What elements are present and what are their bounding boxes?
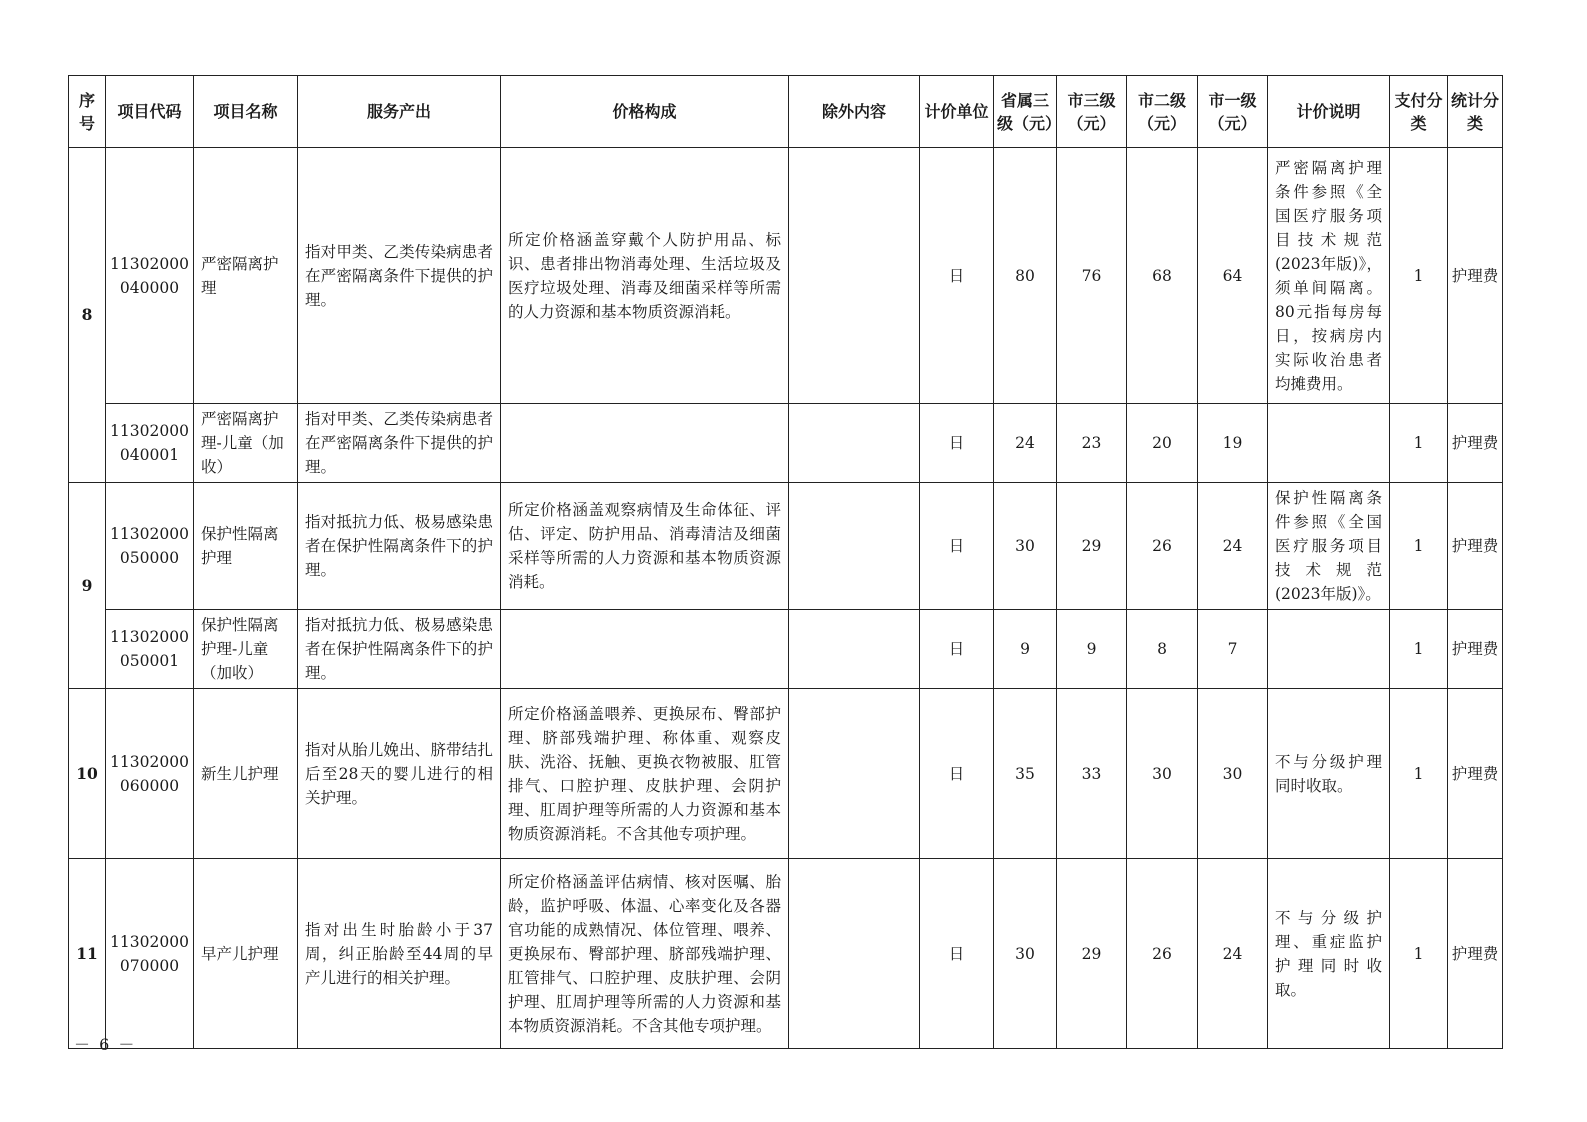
row-p2: 33 [1057, 689, 1127, 859]
header-seq: 序号 [69, 76, 106, 148]
price-table [68, 75, 1503, 1049]
row-unit: 日 [920, 689, 994, 859]
header-name: 项目名称 [194, 76, 298, 148]
row-excl [789, 148, 920, 404]
row-seq: 11 [69, 859, 106, 1049]
row-p1: 35 [994, 689, 1057, 859]
row-excl [789, 483, 920, 610]
row-code: 11302000 070000 [106, 859, 194, 1049]
row-stat: 护理费 [1448, 610, 1503, 689]
row-p4: 7 [1198, 610, 1268, 689]
row-name: 严密隔离护理 [194, 148, 298, 404]
row-p4: 64 [1198, 148, 1268, 404]
header-p2: 市三级（元） [1057, 76, 1127, 148]
row-p4: 30 [1198, 689, 1268, 859]
header-price: 价格构成 [501, 76, 789, 148]
row-stat: 护理费 [1448, 483, 1503, 610]
row-seq: 10 [69, 689, 106, 859]
row-excl [789, 859, 920, 1049]
header-note: 计价说明 [1268, 76, 1390, 148]
row-stat: 护理费 [1448, 404, 1503, 483]
row-p2: 23 [1057, 404, 1127, 483]
table-row [69, 404, 1503, 483]
row-p1: 80 [994, 148, 1057, 404]
row-note: 不与分级护理、重症监护护理同时收取。 [1268, 859, 1390, 1049]
row-excl [789, 610, 920, 689]
page-number: － 6 － [74, 1035, 137, 1054]
header-unit: 计价单位 [920, 76, 994, 148]
row-pay: 1 [1390, 148, 1448, 404]
row-p2: 29 [1057, 483, 1127, 610]
row-pay: 1 [1390, 404, 1448, 483]
header-stat: 统计分类 [1448, 76, 1503, 148]
row-p2: 9 [1057, 610, 1127, 689]
header-code: 项目代码 [106, 76, 194, 148]
table-row [69, 859, 1503, 1049]
header-output: 服务产出 [298, 76, 501, 148]
table-row [69, 483, 1503, 610]
row-stat: 护理费 [1448, 689, 1503, 859]
row-p3: 20 [1127, 404, 1198, 483]
row-unit: 日 [920, 610, 994, 689]
row-output: 指对甲类、乙类传染病患者在严密隔离条件下提供的护理。 [298, 148, 501, 404]
row-p2: 76 [1057, 148, 1127, 404]
table-row [69, 689, 1503, 859]
row-p1: 24 [994, 404, 1057, 483]
row-p3: 68 [1127, 148, 1198, 404]
row-name: 新生儿护理 [194, 689, 298, 859]
row-unit: 日 [920, 148, 994, 404]
row-stat: 护理费 [1448, 148, 1503, 404]
row-name: 保护性隔离护理 [194, 483, 298, 610]
row-p1: 30 [994, 859, 1057, 1049]
row-p1: 9 [994, 610, 1057, 689]
row-name: 早产儿护理 [194, 859, 298, 1049]
table-header-row [69, 76, 1503, 148]
row-note: 保护性隔离条件参照《全国医疗服务项目技术规范(2023年版)》。 [1268, 483, 1390, 610]
row-pay: 1 [1390, 483, 1448, 610]
row-p4: 24 [1198, 859, 1268, 1049]
header-p1: 省属三级（元） [994, 76, 1057, 148]
row-unit: 日 [920, 404, 994, 483]
row-excl [789, 689, 920, 859]
header-pay: 支付分类 [1390, 76, 1448, 148]
header-excl: 除外内容 [789, 76, 920, 148]
row-note: 严密隔离护理条件参照《全国医疗服务项目技术规范(2023年版)》，须单间隔离。80元指每房每日，按病房内实际收治患者均摊费用。 [1268, 148, 1390, 404]
row-note [1268, 404, 1390, 483]
row-code: 11302000 050001 [106, 610, 194, 689]
row-price: 所定价格涵盖喂养、更换尿布、臀部护理、脐部残端护理、称体重、观察皮肤、洗浴、抚触、更换衣物被服、肛管排气、口腔护理、皮肤护理、会阴护理、肛周护理等所需的人力资源和基本物质资源消耗。不含其他专项护理。 [501, 689, 789, 859]
row-p2: 29 [1057, 859, 1127, 1049]
row-note: 不与分级护理同时收取。 [1268, 689, 1390, 859]
row-p3: 8 [1127, 610, 1198, 689]
row-output: 指对抵抗力低、极易感染患者在保护性隔离条件下的护理。 [298, 483, 501, 610]
row-name: 严密隔离护理-儿童（加收） [194, 404, 298, 483]
row-pay: 1 [1390, 859, 1448, 1049]
header-p3: 市二级（元） [1127, 76, 1198, 148]
row-pay: 1 [1390, 610, 1448, 689]
row-code: 11302000 040000 [106, 148, 194, 404]
row-price: 所定价格涵盖穿戴个人防护用品、标识、患者排出物消毒处理、生活垃圾及医疗垃圾处理、消毒及细菌采样等所需的人力资源和基本物质资源消耗。 [501, 148, 789, 404]
row-p3: 26 [1127, 859, 1198, 1049]
row-pay: 1 [1390, 689, 1448, 859]
row-code: 11302000 060000 [106, 689, 194, 859]
row-output: 指对抵抗力低、极易感染患者在保护性隔离条件下的护理。 [298, 610, 501, 689]
header-p4: 市一级（元） [1198, 76, 1268, 148]
row-price: 所定价格涵盖评估病情、核对医嘱、胎龄，监护呼吸、体温、心率变化及各器官功能的成熟情况、体位管理、喂养、更换尿布、臀部护理、脐部残端护理、肛管排气、口腔护理、皮肤护理、会阴护理、肛周护理等所需的人力资源和基本物质资源消耗。不含其他专项护理。 [501, 859, 789, 1049]
row-unit: 日 [920, 483, 994, 610]
row-stat: 护理费 [1448, 859, 1503, 1049]
row-seq: 9 [69, 483, 106, 689]
table-row [69, 610, 1503, 689]
row-p4: 24 [1198, 483, 1268, 610]
row-seq: 8 [69, 148, 106, 483]
row-price [501, 610, 789, 689]
row-name: 保护性隔离护理-儿童（加收） [194, 610, 298, 689]
row-price [501, 404, 789, 483]
row-p3: 30 [1127, 689, 1198, 859]
row-p4: 19 [1198, 404, 1268, 483]
row-note [1268, 610, 1390, 689]
row-output: 指对从胎儿娩出、脐带结扎后至28天的婴儿进行的相关护理。 [298, 689, 501, 859]
row-p3: 26 [1127, 483, 1198, 610]
row-p1: 30 [994, 483, 1057, 610]
row-excl [789, 404, 920, 483]
table-row [69, 148, 1503, 404]
row-unit: 日 [920, 859, 994, 1049]
row-code: 11302000 040001 [106, 404, 194, 483]
row-code: 11302000 050000 [106, 483, 194, 610]
row-price: 所定价格涵盖观察病情及生命体征、评估、评定、防护用品、消毒清洁及细菌采样等所需的人力资源和基本物质资源消耗。 [501, 483, 789, 610]
row-output: 指对出生时胎龄小于37周，纠正胎龄至44周的早产儿进行的相关护理。 [298, 859, 501, 1049]
row-output: 指对甲类、乙类传染病患者在严密隔离条件下提供的护理。 [298, 404, 501, 483]
